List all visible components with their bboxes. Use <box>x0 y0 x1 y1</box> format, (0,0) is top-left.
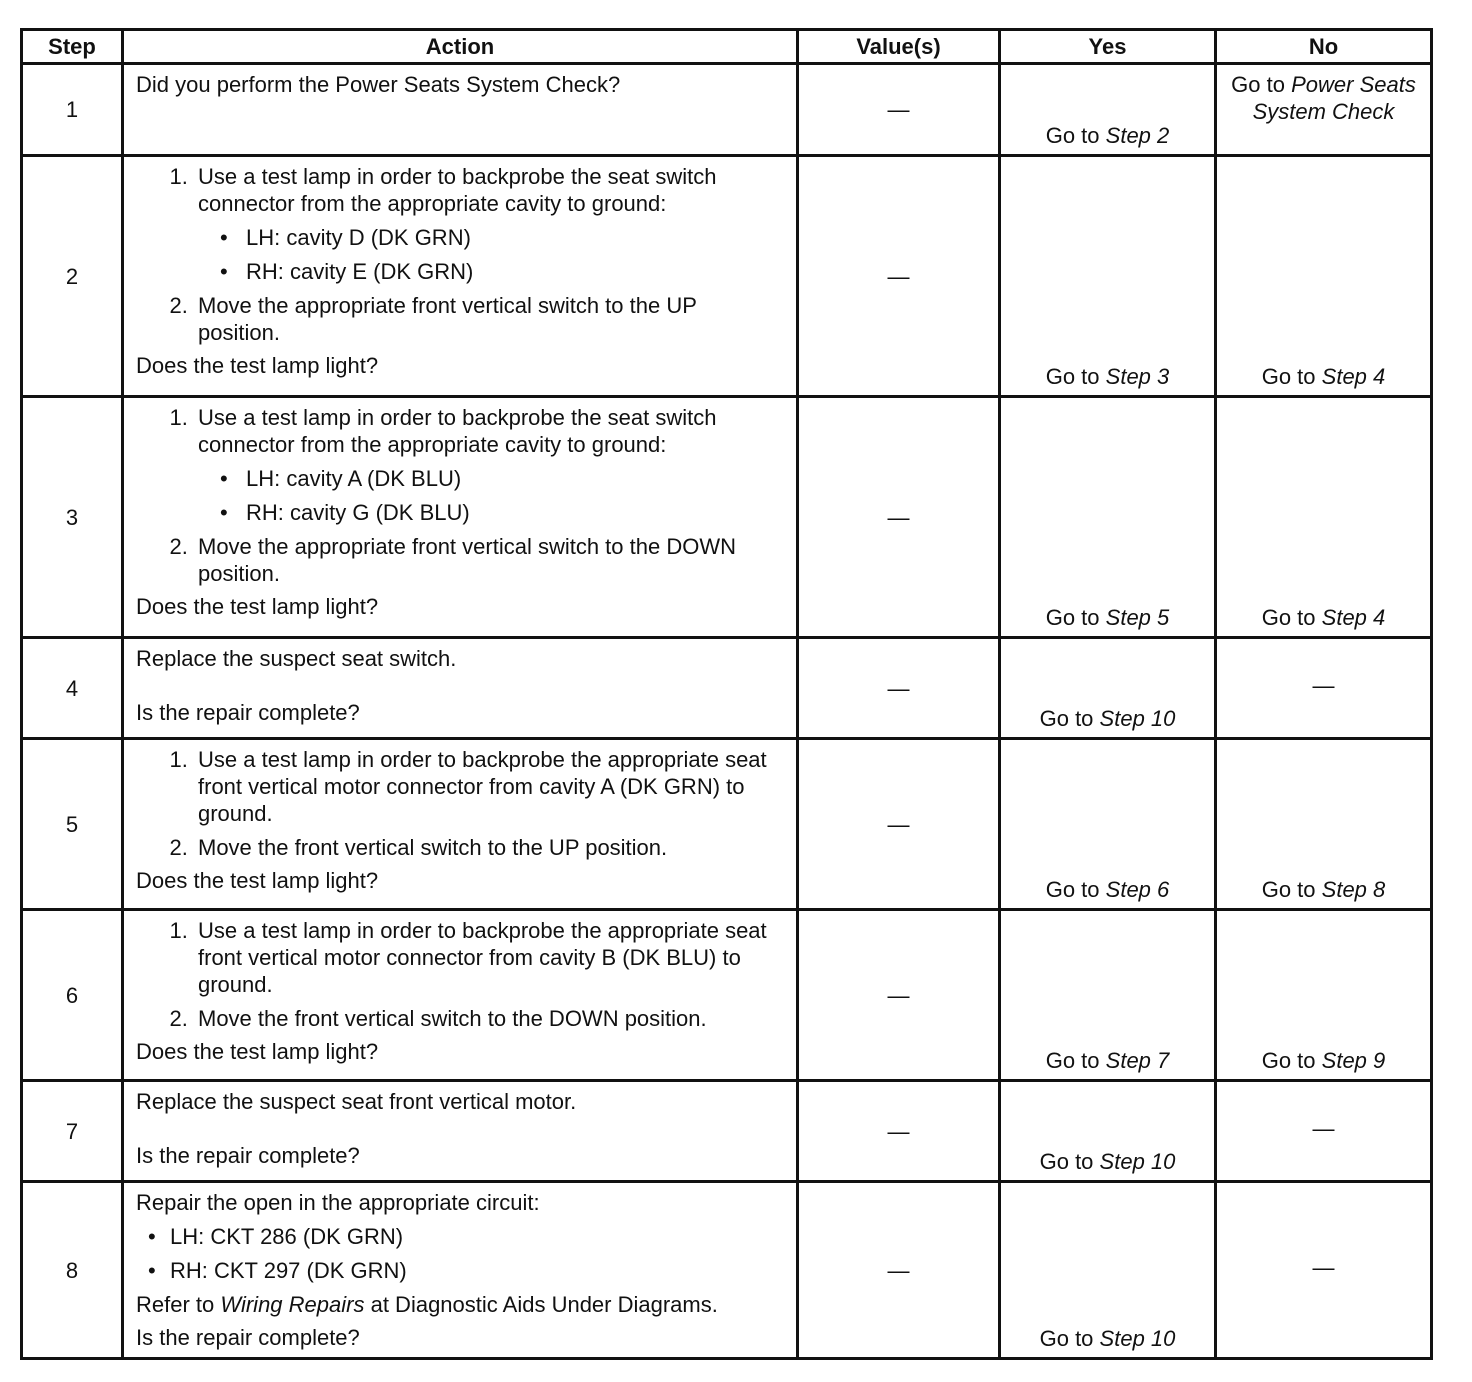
yes-link[interactable]: Step 10 <box>1099 706 1176 731</box>
action-text: Did you perform the Power Seats System Check? <box>136 72 621 97</box>
no-link[interactable]: Step 8 <box>1321 877 1386 902</box>
yes-link[interactable]: Step 10 <box>1099 1326 1176 1351</box>
cavity-item: • RH: cavity E (DK GRN) <box>242 258 784 285</box>
step-number: 3 <box>22 397 123 638</box>
no-link[interactable]: Step 9 <box>1321 1048 1386 1073</box>
no-cell: — <box>1216 1081 1432 1182</box>
yes-cell[interactable] <box>1000 739 1216 910</box>
action-text: Replace the suspect seat front vertical motor. <box>136 1089 577 1114</box>
circuit-item: • LH: CKT 286 (DK GRN) <box>170 1223 784 1250</box>
go-to-label: Go to <box>1045 364 1100 389</box>
table-row <box>22 397 1432 638</box>
action-cell <box>123 638 798 739</box>
table-row <box>22 739 1432 910</box>
action-item-text: Use a test lamp in order to backprobe the seat switch connector from the appropriate cavity to ground: <box>198 405 717 457</box>
refer-line <box>136 1291 784 1318</box>
cavity-list <box>198 224 784 285</box>
no-cell: — <box>1216 1182 1432 1359</box>
go-to-label: Go to <box>1045 877 1100 902</box>
action-item: 1. Use a test lamp in order to backprobe the appropriate seat front vertical motor connector from cavity A (DK GRN) to ground. <box>194 746 784 827</box>
go-to-label: Go to <box>1045 123 1100 148</box>
step-number: 1 <box>22 64 123 156</box>
go-to-label: Go to <box>1261 605 1316 630</box>
header-step: Step <box>22 30 123 64</box>
action-text: Replace the suspect seat switch. <box>136 646 457 671</box>
table-row <box>22 910 1432 1081</box>
header-values: Value(s) <box>798 30 1000 64</box>
yes-cell[interactable] <box>1000 638 1216 739</box>
header-yes: Yes <box>1000 30 1216 64</box>
circuit-item: • RH: CKT 297 (DK GRN) <box>170 1257 784 1284</box>
no-cell[interactable] <box>1216 64 1432 156</box>
value-cell: — <box>798 739 1000 910</box>
yes-link[interactable]: Step 6 <box>1105 877 1170 902</box>
action-item: 1. Use a test lamp in order to backprobe the appropriate seat front vertical motor connector from cavity B (DK BLU) to ground. <box>194 917 784 998</box>
circuit-list <box>136 1223 784 1284</box>
go-to-label: Go to <box>1231 72 1285 97</box>
wiring-repairs-link[interactable]: Wiring Repairs <box>220 1292 365 1317</box>
table-row <box>22 156 1432 397</box>
table-row <box>22 1081 1432 1182</box>
action-question: Does the test lamp light? <box>136 1039 379 1064</box>
diagnostic-table <box>20 28 1433 1360</box>
step-number: 6 <box>22 910 123 1081</box>
table-row <box>22 638 1432 739</box>
action-question: Does the test lamp light? <box>136 868 379 893</box>
yes-cell[interactable] <box>1000 397 1216 638</box>
yes-cell[interactable] <box>1000 1081 1216 1182</box>
go-to-label: Go to <box>1261 1048 1316 1073</box>
action-item <box>194 163 784 285</box>
no-cell: — <box>1216 638 1432 739</box>
value-cell: — <box>798 910 1000 1081</box>
header-action: Action <box>123 30 798 64</box>
action-cell <box>123 397 798 638</box>
action-item: 2. Move the front vertical switch to the UP position. <box>194 834 784 861</box>
go-to-label: Go to <box>1039 1326 1094 1351</box>
action-question: Is the repair complete? <box>136 1325 360 1350</box>
go-to-label: Go to <box>1261 877 1316 902</box>
step-number: 2 <box>22 156 123 397</box>
action-item-text: Use a test lamp in order to backprobe the seat switch connector from the appropriate cavity to ground: <box>198 164 717 216</box>
no-cell[interactable] <box>1216 910 1432 1081</box>
yes-cell[interactable] <box>1000 156 1216 397</box>
action-cell <box>123 1081 798 1182</box>
no-cell[interactable] <box>1216 397 1432 638</box>
no-link[interactable]: Step 4 <box>1321 605 1386 630</box>
action-question: Is the repair complete? <box>136 700 360 725</box>
no-cell[interactable] <box>1216 156 1432 397</box>
header-row <box>22 30 1432 64</box>
action-item: 2. Move the appropriate front vertical switch to the DOWN position. <box>194 533 784 587</box>
action-steps <box>136 163 784 346</box>
action-steps <box>136 404 784 587</box>
action-cell <box>123 739 798 910</box>
cavity-item: • LH: cavity A (DK BLU) <box>242 465 784 492</box>
value-cell: — <box>798 1081 1000 1182</box>
value-cell: — <box>798 156 1000 397</box>
action-steps <box>136 917 784 1032</box>
action-steps <box>136 746 784 861</box>
no-link[interactable]: Power Seats System Check <box>1252 72 1416 124</box>
action-question: Does the test lamp light? <box>136 594 379 619</box>
action-cell <box>123 156 798 397</box>
action-question: Is the repair complete? <box>136 1143 360 1168</box>
action-item: 2. Move the front vertical switch to the DOWN position. <box>194 1005 784 1032</box>
action-cell <box>123 910 798 1081</box>
yes-link[interactable]: Step 5 <box>1105 605 1170 630</box>
action-item: 2. Move the appropriate front vertical switch to the UP position. <box>194 292 784 346</box>
go-to-label: Go to <box>1039 1149 1094 1174</box>
yes-cell[interactable] <box>1000 910 1216 1081</box>
action-cell <box>123 1182 798 1359</box>
go-to-label: Go to <box>1261 364 1316 389</box>
cavity-list <box>198 465 784 526</box>
go-to-label: Go to <box>1039 706 1094 731</box>
yes-link[interactable]: Step 2 <box>1105 123 1170 148</box>
action-question: Does the test lamp light? <box>136 353 379 378</box>
action-item <box>194 404 784 526</box>
step-number: 7 <box>22 1081 123 1182</box>
go-to-label: Go to <box>1045 1048 1100 1073</box>
value-cell: — <box>798 1182 1000 1359</box>
step-number: 5 <box>22 739 123 910</box>
cavity-item: • RH: cavity G (DK BLU) <box>242 499 784 526</box>
no-link[interactable]: Step 4 <box>1321 364 1386 389</box>
yes-cell[interactable] <box>1000 64 1216 156</box>
refer-suffix: at Diagnostic Aids Under Diagrams. <box>370 1292 718 1317</box>
yes-link[interactable]: Step 3 <box>1105 364 1170 389</box>
value-cell: — <box>798 638 1000 739</box>
table-row <box>22 64 1432 156</box>
go-to-label: Go to <box>1045 605 1100 630</box>
value-cell: — <box>798 64 1000 156</box>
value-cell: — <box>798 397 1000 638</box>
no-cell[interactable] <box>1216 739 1432 910</box>
header-no: No <box>1216 30 1432 64</box>
table-row <box>22 1182 1432 1359</box>
action-cell <box>123 64 798 156</box>
yes-cell[interactable] <box>1000 1182 1216 1359</box>
action-text: Repair the open in the appropriate circuit: <box>136 1190 540 1215</box>
refer-prefix: Refer to <box>136 1292 215 1317</box>
step-number: 8 <box>22 1182 123 1359</box>
yes-link[interactable]: Step 10 <box>1099 1149 1176 1174</box>
step-number: 4 <box>22 638 123 739</box>
yes-link[interactable]: Step 7 <box>1105 1048 1170 1073</box>
cavity-item: • LH: cavity D (DK GRN) <box>242 224 784 251</box>
